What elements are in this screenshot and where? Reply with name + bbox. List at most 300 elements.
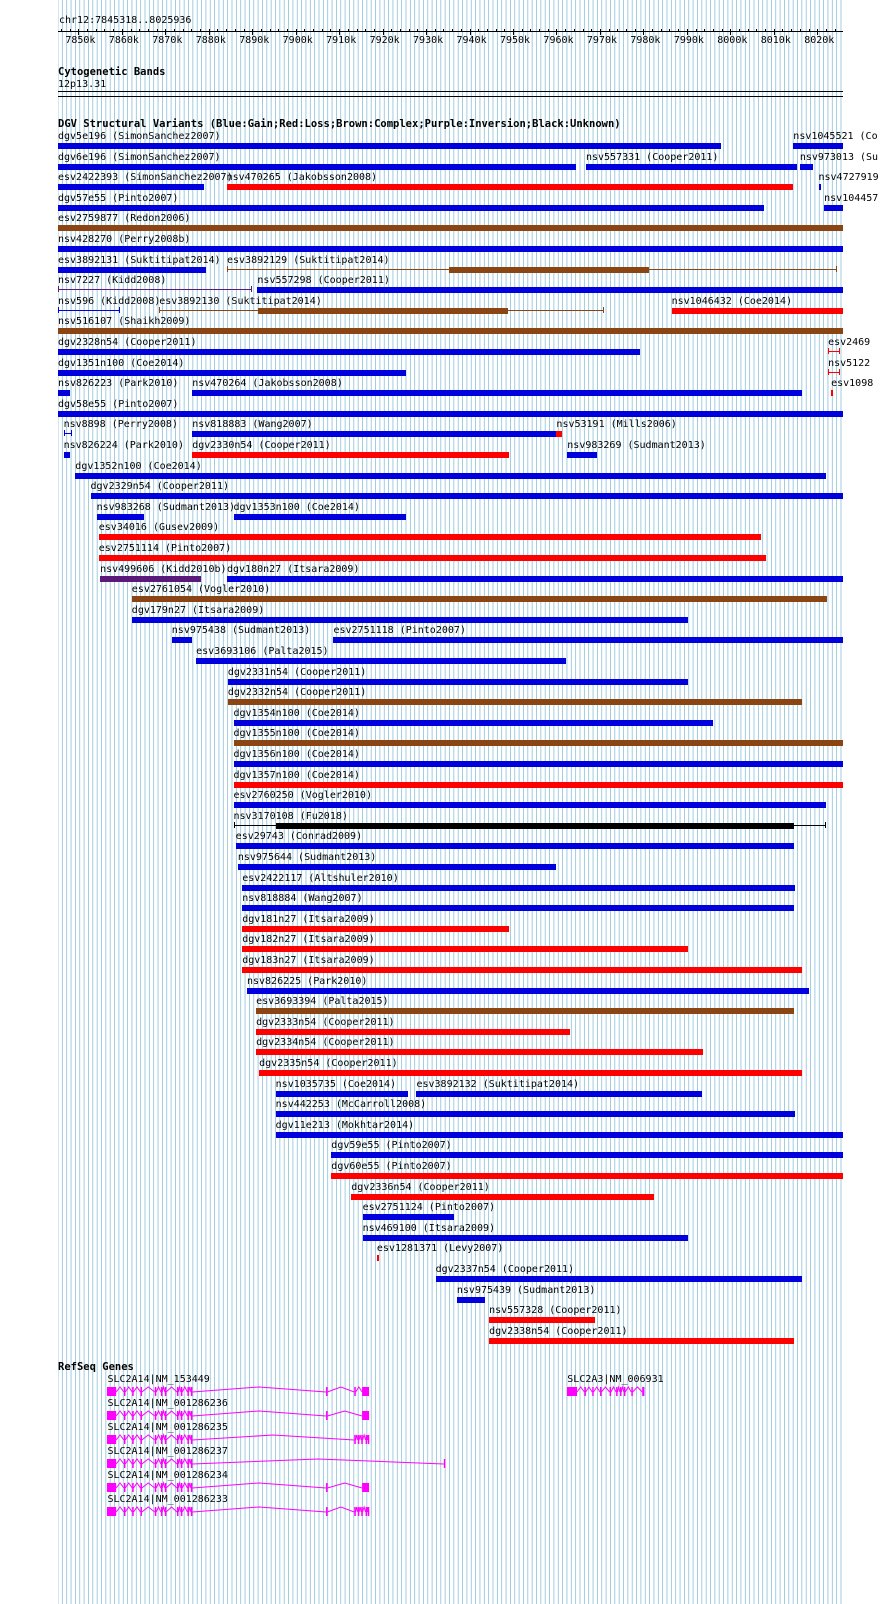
ruler-minor-tick [391,29,392,32]
variant-bar[interactable] [58,349,640,355]
variant-bar[interactable] [256,1049,703,1055]
variant-bar[interactable] [227,576,843,582]
gene-intron [163,1483,166,1488]
gene-model[interactable] [107,1386,372,1398]
gene-exon [363,1387,370,1396]
variant-bar[interactable] [416,1091,701,1097]
variant-label[interactable]: dgv60e55 (Pinto2007) [331,1161,452,1172]
variant-bar[interactable] [192,390,802,396]
ruler-minor-tick [704,29,705,32]
gene-exon [177,1411,179,1420]
variant-end-cap [839,369,840,375]
gene-exon [181,1435,183,1444]
gene-intron [363,1435,366,1440]
variant-label[interactable]: esv34016 (Gusev2009) [98,522,220,534]
variant-label[interactable]: dgv57e55 (Pinto2007) [58,192,179,204]
variant-bar[interactable] [58,246,843,252]
gene-intron [193,1483,327,1488]
variant-label[interactable]: nsv7227 (Kidd2008) [58,275,167,287]
gene-intron [179,1483,182,1488]
ruler-tick-label: 7870k [152,35,183,46]
ruler-minor-tick [835,29,836,32]
gene-model[interactable] [107,1410,372,1422]
ruler-minor-tick [583,29,584,32]
gene-exon [155,1435,157,1444]
variant-bar[interactable] [58,205,764,211]
variant-label[interactable]: nsv1035735 (Coe2014) [275,1078,397,1090]
variant-end-cap [58,286,59,292]
ruler-minor-tick [261,29,262,32]
variant-bar[interactable] [824,205,843,211]
gene-intron [117,1459,125,1464]
gene-exon [133,1411,135,1420]
variant-end-cap [825,822,826,828]
variant-label[interactable]: nsv826223 (Park2010) [58,378,179,390]
variant-bar[interactable] [363,1214,454,1220]
variant-end-cap [836,266,837,272]
variant-bar[interactable] [99,555,766,561]
gene-exon [366,1435,368,1444]
variant-label[interactable]: dgv1353n100 (Coe2014) [233,501,360,513]
ruler-minor-tick [774,29,775,32]
variant-end-cap [828,348,829,354]
gene-exon [355,1507,357,1516]
variant-bar[interactable] [363,1235,689,1241]
variant-bar[interactable] [192,452,508,458]
variant-bar[interactable] [256,1029,570,1035]
gene-exon [107,1507,116,1516]
variant-label[interactable]: dgv2338n54 (Cooper2011) [489,1325,628,1337]
gene-intron [134,1483,141,1488]
ruler-minor-tick [104,29,105,32]
variant-bar[interactable] [351,1194,654,1200]
variant-label[interactable]: dgv59e55 (Pinto2007) [331,1140,452,1152]
variant-bar[interactable] [234,720,713,726]
gene-exon [141,1435,143,1444]
variant-bar[interactable] [99,534,761,540]
variant-label[interactable]: nsv4727919 [818,172,879,184]
variant-label[interactable]: dgv2330n54 (Cooper2011) [192,440,331,451]
gene-exon [363,1483,370,1492]
variant-bar[interactable] [100,576,201,582]
variant-end-cap [234,822,235,828]
gene-exon [177,1387,179,1396]
variant-bar[interactable] [75,473,826,479]
variant-label[interactable]: esv2751124 (Pinto2007) [362,1202,496,1214]
gene-exon [191,1459,193,1468]
gene-intron [179,1411,182,1416]
variant-label[interactable]: esv3693106 (Palta2015) [196,646,329,657]
gene-intron [179,1435,182,1440]
ruler-minor-tick [782,29,783,32]
variant-label[interactable]: esv2469 [828,337,871,348]
variant-bar[interactable] [449,267,649,273]
ruler-minor-tick [730,29,731,32]
variant-label[interactable]: dgv2334n54 (Cooper2011) [256,1037,395,1049]
variant-label[interactable]: dgv6e196 (SimonSanchez2007) [58,151,221,163]
ruler-tick-label: 7990k [673,35,704,46]
variant-label[interactable]: nsv104457 [824,192,879,204]
variant-bar[interactable] [259,1070,802,1076]
gene-intron [117,1483,125,1488]
variant-bar[interactable] [238,864,556,870]
gene-exon [616,1387,618,1396]
gene-intron [594,1387,601,1392]
variant-label[interactable]: esv3693394 (Palta2015) [256,996,389,1008]
gene-model[interactable] [107,1482,372,1494]
variant-bar[interactable] [567,452,597,458]
variant-label[interactable]: nsv826224 (Park2010) [63,440,184,451]
gene-intron [183,1435,188,1440]
ruler-minor-tick [791,29,792,32]
variant-label[interactable]: dgv58e55 (Pinto2007) [58,398,179,410]
variant-label[interactable]: esv2761054 (Vogler2010) [131,584,271,596]
variant-label[interactable]: nsv557298 (Cooper2011) [257,275,390,287]
gene-exon [181,1483,183,1492]
gene-intron [193,1435,355,1440]
gene-intron [577,1387,584,1392]
variant-span[interactable] [58,289,251,290]
ruler-minor-tick [365,29,366,32]
variant-bar[interactable] [58,370,406,376]
gene-model[interactable] [567,1386,647,1398]
variant-bar[interactable] [672,308,843,314]
variant-label[interactable]: nsv973013 (Su [799,151,879,163]
variant-bar[interactable] [132,596,827,602]
gene-exon [642,1387,644,1396]
gene-model[interactable] [107,1434,372,1446]
variant-label[interactable]: nsv1046432 (Coe2014) [671,295,793,307]
variant-bar[interactable] [242,926,508,932]
variant-label[interactable]: dgv2328n54 (Cooper2011) [58,337,197,348]
gene-label[interactable]: SLC2A14|NM_001286237 [107,1446,228,1457]
gene-label[interactable]: SLC2A14|NM_001286234 [107,1470,228,1481]
ruler-tick-label: 7900k [282,35,313,46]
variant-label[interactable]: nsv5122 [828,357,871,369]
variant-label[interactable]: dgv2336n54 (Cooper2011) [351,1181,490,1193]
gene-model[interactable] [107,1458,448,1470]
gene-exon [355,1387,357,1396]
gene-exon [141,1459,143,1468]
variant-bar[interactable] [58,390,70,396]
variant-label[interactable]: dgv5e196 (SimonSanchez2007) [58,131,221,142]
variant-label[interactable]: dgv2329n54 (Cooper2011) [90,481,229,493]
ruler-minor-tick [322,29,323,32]
ruler-minor-tick [183,29,184,32]
variant-bar[interactable] [276,1111,796,1117]
ruler-minor-tick [748,29,749,32]
variant-label[interactable]: dgv180n27 (Itsara2009) [226,563,360,575]
variant-label[interactable]: esv3892129 (Suktitipat2014) [226,254,390,266]
gene-intron [117,1435,125,1440]
ruler-minor-tick [131,29,132,32]
variant-bar[interactable] [234,802,826,808]
gene-label[interactable]: SLC2A3|NM_006931 [567,1374,664,1385]
variant-label[interactable]: nsv428270 (Perry2008b) [58,234,191,245]
ruler-tick-label: 7950k [499,35,531,46]
refseq-track-title[interactable]: RefSeq Genes [58,1361,134,1373]
variant-bar[interactable] [489,1338,794,1344]
variant-bar[interactable] [132,617,688,623]
variant-label[interactable]: dgv1355n100 (Coe2014) [233,728,360,740]
gene-intron [167,1459,178,1464]
variant-label[interactable]: esv2751118 (Pinto2007) [333,625,466,637]
variant-bar[interactable] [257,287,843,293]
variant-label[interactable]: dgv2331n54 (Cooper2011) [227,666,367,678]
variant-bar[interactable] [242,946,688,952]
variant-bar[interactable] [793,143,843,149]
variant-bar[interactable] [242,905,794,911]
variant-label[interactable]: nsv983269 (Sudmant2013) [567,440,706,451]
gene-exon [124,1411,126,1420]
variant-end-cap [58,307,59,313]
variant-label[interactable]: esv3892132 (Suktitipat2014) [416,1078,580,1090]
gene-exon [177,1507,179,1516]
gene-intron [126,1507,133,1512]
variant-label[interactable]: nsv470264 (Jakobsson2008) [192,378,343,390]
ruler-tick-label: 7940k [456,35,487,46]
variant-bar[interactable] [333,637,843,643]
variant-bar[interactable] [489,1317,595,1323]
gene-exon [155,1483,157,1492]
gene-intron [157,1411,162,1416]
variant-label[interactable]: nsv442253 (McCarroll2008) [275,1099,427,1111]
gene-exon [177,1459,179,1468]
gene-exon [141,1411,143,1420]
variant-bar[interactable] [276,1132,843,1138]
gene-label[interactable]: SLC2A14|NM_153449 [107,1374,210,1385]
gene-exon [133,1483,135,1492]
variant-label[interactable]: esv2422393 (SimonSanchez2007) [58,172,233,184]
variant-bar[interactable] [58,164,576,170]
ruler-minor-tick [487,29,488,32]
variant-bar[interactable] [64,452,71,458]
gene-intron [360,1507,362,1512]
variant-label[interactable]: dgv182n27 (Itsara2009) [242,934,375,946]
variant-bar[interactable] [234,782,843,788]
variant-bar[interactable] [192,431,556,437]
gene-intron [163,1507,166,1512]
gene-exon [624,1387,626,1396]
variant-label[interactable]: esv2760250 (Vogler2010) [233,790,372,802]
variant-label[interactable]: nsv818884 (Wang2007) [242,893,363,905]
gene-exon [181,1459,183,1468]
variant-bar[interactable] [256,1008,794,1014]
variant-label[interactable]: dgv11e213 (Mokhtar2014) [275,1119,415,1131]
gene-exon [188,1459,190,1468]
gene-model[interactable] [107,1506,372,1518]
ruler-minor-tick [652,29,653,32]
ruler-minor-tick [435,29,436,32]
ruler-minor-tick [739,29,740,32]
variant-bar[interactable] [234,740,843,746]
gene-intron [193,1387,327,1392]
variant-label[interactable]: dgv183n27 (Itsara2009) [242,955,375,966]
variant-label[interactable]: nsv53191 (Mills2006) [556,419,677,431]
variant-label[interactable]: esv3892130 (Suktitipat2014) [159,295,322,307]
ruler-minor-tick [817,29,818,32]
gene-intron [586,1387,593,1392]
gene-exon [585,1387,587,1396]
ruler-minor-tick [617,29,618,32]
gene-exon [124,1483,126,1492]
variant-span[interactable] [828,351,839,352]
variant-label[interactable]: nsv975439 (Sudmant2013) [456,1284,596,1296]
gene-intron [193,1507,327,1512]
gene-intron [193,1411,327,1416]
variant-label[interactable]: nsv3170108 (Fu2018) [233,810,348,822]
ruler-minor-tick [113,29,114,32]
ruler-minor-tick [426,29,427,32]
ruler-minor-tick [61,29,62,32]
ruler-tick-label: 8010k [760,35,791,46]
variant-bar[interactable] [234,761,843,767]
gene-intron [183,1483,188,1488]
variant-span[interactable] [64,433,72,434]
gene-exon [165,1507,167,1516]
variant-bar[interactable] [276,823,794,829]
gene-exon [161,1483,163,1492]
gene-intron [163,1435,166,1440]
gene-exon [165,1411,167,1420]
variant-label[interactable]: nsv975644 (Sudmant2013) [237,852,377,863]
variant-label[interactable]: dgv1351n100 (Coe2014) [58,357,185,369]
variant-label[interactable]: dgv1354n100 (Coe2014) [233,707,360,719]
cytoband-track-title[interactable]: Cytogenetic Bands [58,66,166,78]
variant-label[interactable]: esv29743 (Conrad2009) [235,831,363,843]
variant-label[interactable]: esv1098 [831,378,874,390]
gene-intron [602,1387,610,1392]
ruler-tick-label: 7980k [630,35,661,46]
variant-bar[interactable] [586,164,797,170]
ruler-minor-tick [304,29,305,32]
variant-bar[interactable] [58,411,843,417]
variant-bar[interactable] [819,184,821,190]
variant-label[interactable]: nsv470265 (Jakobsson2008) [226,172,378,184]
variant-label[interactable]: nsv1045521 (Co [793,131,878,142]
variant-bar[interactable] [258,308,508,314]
gene-intron [622,1387,625,1392]
variant-bar[interactable] [800,164,813,170]
dgv-track-title[interactable]: DGV Structural Variants (Blue:Gain;Red:Loss;Brown:Complex;Purple:Inversion;Black:Unknown) [58,118,621,130]
ruler-minor-tick [504,29,505,32]
variant-label[interactable]: esv2422117 (Altshuler2010) [242,872,399,884]
gene-intron [163,1411,166,1416]
gene-exon [107,1459,116,1468]
gene-exon [161,1435,163,1444]
ruler-minor-tick [157,29,158,32]
ruler-minor-tick [278,29,279,32]
variant-label[interactable]: esv3892131 (Suktitipat2014) [58,254,221,266]
gene-exon [133,1387,135,1396]
variant-label[interactable]: dgv2333n54 (Cooper2011) [256,1016,395,1028]
variant-bar[interactable] [227,184,794,190]
variant-label[interactable]: dgv1357n100 (Coe2014) [233,769,360,781]
variant-label[interactable]: nsv826225 (Park2010) [246,975,368,987]
variant-bar[interactable] [236,843,794,849]
variant-bar[interactable] [91,493,843,499]
variant-bar[interactable] [228,679,688,685]
variant-bar[interactable] [58,328,843,334]
variant-label[interactable]: nsv469100 (Itsara2009) [362,1222,496,1234]
variant-label[interactable]: nsv818883 (Wang2007) [192,419,313,431]
variant-label[interactable]: dgv181n27 (Itsara2009) [242,913,375,925]
ruler-minor-tick [513,29,514,32]
ruler-minor-tick [556,29,557,32]
variant-label[interactable]: dgv2337n54 (Cooper2011) [435,1264,575,1275]
variant-bar[interactable] [97,514,144,520]
gene-exon [124,1507,126,1516]
variant-end-cap [227,266,228,272]
variant-bar[interactable] [831,390,833,396]
variant-label[interactable]: dgv179n27 (Itsara2009) [131,604,265,616]
variant-label[interactable]: dgv2335n54 (Cooper2011) [259,1058,398,1069]
variant-label[interactable]: nsv557328 (Cooper2011) [489,1305,622,1317]
variant-label[interactable]: nsv557331 (Cooper2011) [585,151,719,163]
variant-label[interactable]: dgv1352n100 (Coe2014) [75,460,202,472]
variant-bar[interactable] [457,1297,485,1303]
variant-label[interactable]: dgv2332n54 (Cooper2011) [227,687,367,699]
variant-label[interactable]: nsv499606 (Kidd2010b) [100,563,227,575]
variant-bar[interactable] [331,1152,843,1158]
variant-bar[interactable] [247,988,809,994]
variant-bar[interactable] [436,1276,802,1282]
gene-exon [188,1387,190,1396]
variant-bar[interactable] [58,143,721,149]
variant-span[interactable] [828,372,839,373]
variant-label[interactable]: esv2759877 (Redon2006) [58,213,191,225]
variant-bar[interactable] [172,637,192,643]
variant-bar[interactable] [58,225,843,231]
variant-bar[interactable] [228,699,802,705]
variant-span[interactable] [58,310,119,311]
variant-label[interactable]: nsv975438 (Sudmant2013) [171,625,311,637]
variant-label[interactable]: nsv516107 (Shaikh2009) [58,316,191,328]
variant-label[interactable]: esv2751114 (Pinto2007) [98,543,232,554]
variant-bar[interactable] [58,184,204,190]
gene-exon [155,1507,157,1516]
gene-label[interactable]: SLC2A14|NM_001286233 [107,1494,228,1505]
gene-label[interactable]: SLC2A14|NM_001286236 [107,1398,228,1409]
variant-bar[interactable] [556,431,561,437]
gene-exon [188,1411,190,1420]
gene-exon [177,1435,179,1444]
variant-bar[interactable] [242,967,802,973]
variant-bar[interactable] [377,1255,379,1261]
ruler-minor-tick [252,29,253,32]
variant-bar[interactable] [331,1173,843,1179]
variant-bar[interactable] [196,658,566,664]
variant-bar[interactable] [242,885,795,891]
variant-label[interactable]: esv1281371 (Levy2007) [376,1243,504,1255]
variant-bar[interactable] [58,267,206,273]
variant-label[interactable]: nsv596 (Kidd2008) [58,295,161,307]
gene-exon [191,1435,193,1444]
variant-bar[interactable] [234,514,407,520]
gene-intron [183,1459,188,1464]
ruler-minor-tick [765,29,766,32]
ruler-tick-label: 7960k [543,35,574,46]
variant-label[interactable]: dgv1356n100 (Coe2014) [233,749,360,760]
gene-label[interactable]: SLC2A14|NM_001286235 [107,1422,228,1433]
variant-label[interactable]: nsv983268 (Sudmant2013) [96,501,236,513]
variant-label[interactable]: nsv8898 (Perry2008) [63,419,178,431]
gene-exon [444,1459,446,1468]
gene-intron [189,1387,191,1392]
ruler-tick-label: 7920k [369,35,400,46]
variant-bar[interactable] [276,1091,409,1097]
gene-intron [328,1483,363,1488]
